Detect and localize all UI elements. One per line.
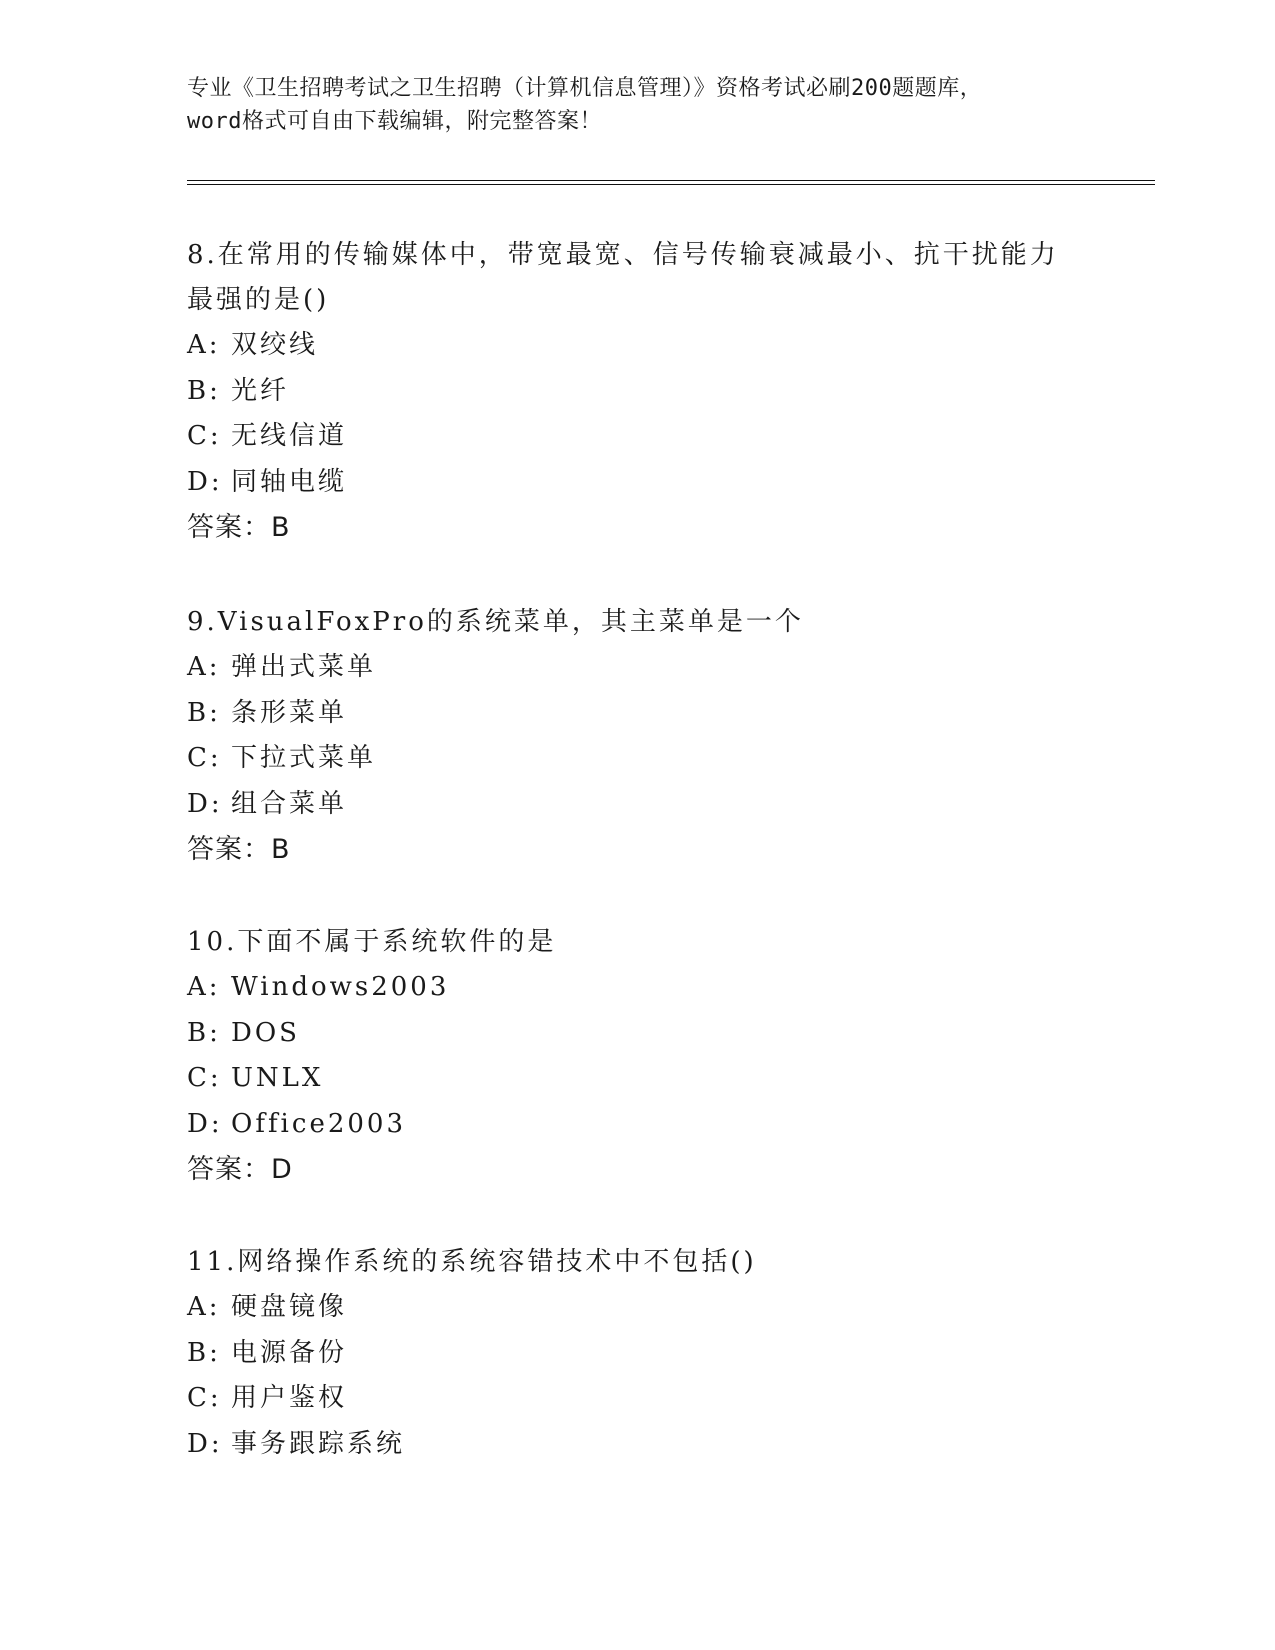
option-letter: D: <box>187 788 223 819</box>
question-11 <box>187 1240 1087 1467</box>
option-text: 无线信道 <box>231 421 348 451</box>
option-letter: A: <box>187 1292 221 1322</box>
option-c <box>187 736 1087 782</box>
option-a <box>187 323 1087 369</box>
option-text: 下拉式菜单 <box>231 743 377 773</box>
answer-line: 答案：B <box>187 512 291 543</box>
option-text: 同轴电缆 <box>231 466 348 497</box>
option-b <box>187 1011 1087 1057</box>
document-header <box>187 72 1087 138</box>
option-text: 硬盘镜像 <box>231 1292 348 1322</box>
question-stem <box>187 1240 1087 1285</box>
question-stem-line: 8.在常用的传输媒体中，带宽最宽、信号传输衰减最小、抗干扰能力 <box>187 240 1059 270</box>
option-text: 光纤 <box>231 375 290 406</box>
question-stem-line: 11.网络操作系统的系统容错技术中不包括() <box>187 1247 757 1277</box>
option-text: 事务跟踪系统 <box>231 1428 406 1459</box>
option-letter: D: <box>187 466 223 497</box>
option-c <box>187 1056 1087 1102</box>
header-line-1: 专业《卫生招聘考试之卫生招聘（计算机信息管理）》资格考试必刷200题题库， <box>187 76 983 101</box>
option-text: 组合菜单 <box>231 788 348 819</box>
header-line-2: word格式可自由下载编辑，附完整答案！ <box>187 109 602 134</box>
option-letter: C: <box>187 743 222 773</box>
question-stem-line: 9.VisualFoxPro的系统菜单，其主菜单是一个 <box>187 607 804 637</box>
option-b <box>187 1331 1087 1377</box>
question-8 <box>187 233 1087 550</box>
option-letter: A: <box>187 972 221 1002</box>
option-text: 用户鉴权 <box>231 1383 348 1413</box>
option-b <box>187 691 1087 737</box>
option-d <box>187 460 1087 506</box>
option-letter: C: <box>187 421 222 451</box>
option-letter: A: <box>187 652 221 682</box>
option-d <box>187 782 1087 828</box>
option-a <box>187 965 1087 1011</box>
header-divider-bottom <box>187 184 1155 185</box>
option-b <box>187 369 1087 415</box>
option-text: DOS <box>231 1017 300 1048</box>
option-letter: A: <box>187 330 221 360</box>
option-letter: C: <box>187 1383 222 1413</box>
question-9 <box>187 600 1087 872</box>
option-letter: B: <box>187 697 221 728</box>
option-letter: B: <box>187 375 221 406</box>
option-letter: B: <box>187 1017 221 1048</box>
option-letter: B: <box>187 1337 221 1368</box>
answer-line: 答案：D <box>187 1154 293 1185</box>
option-d <box>187 1102 1087 1148</box>
option-letter: D: <box>187 1108 223 1139</box>
option-letter: D: <box>187 1428 223 1459</box>
question-stem-line: 10.下面不属于系统软件的是 <box>187 927 557 957</box>
question-10 <box>187 920 1087 1192</box>
option-text: Windows2003 <box>231 972 450 1002</box>
question-stem-line: 最强的是() <box>187 285 330 315</box>
question-stem <box>187 600 1087 645</box>
option-a <box>187 1285 1087 1331</box>
option-text: Office2003 <box>231 1108 406 1139</box>
option-text: 电源备份 <box>231 1337 348 1368</box>
option-text: UNLX <box>231 1063 324 1093</box>
question-stem <box>187 920 1087 965</box>
option-text: 双绞线 <box>231 330 319 360</box>
option-d <box>187 1422 1087 1468</box>
option-letter: C: <box>187 1063 222 1093</box>
question-stem <box>187 233 1087 323</box>
option-a <box>187 645 1087 691</box>
answer-line: 答案：B <box>187 834 291 865</box>
option-c <box>187 414 1087 460</box>
header-divider-top <box>187 180 1155 181</box>
option-c <box>187 1376 1087 1422</box>
option-text: 条形菜单 <box>231 697 348 728</box>
option-text: 弹出式菜单 <box>231 652 377 682</box>
